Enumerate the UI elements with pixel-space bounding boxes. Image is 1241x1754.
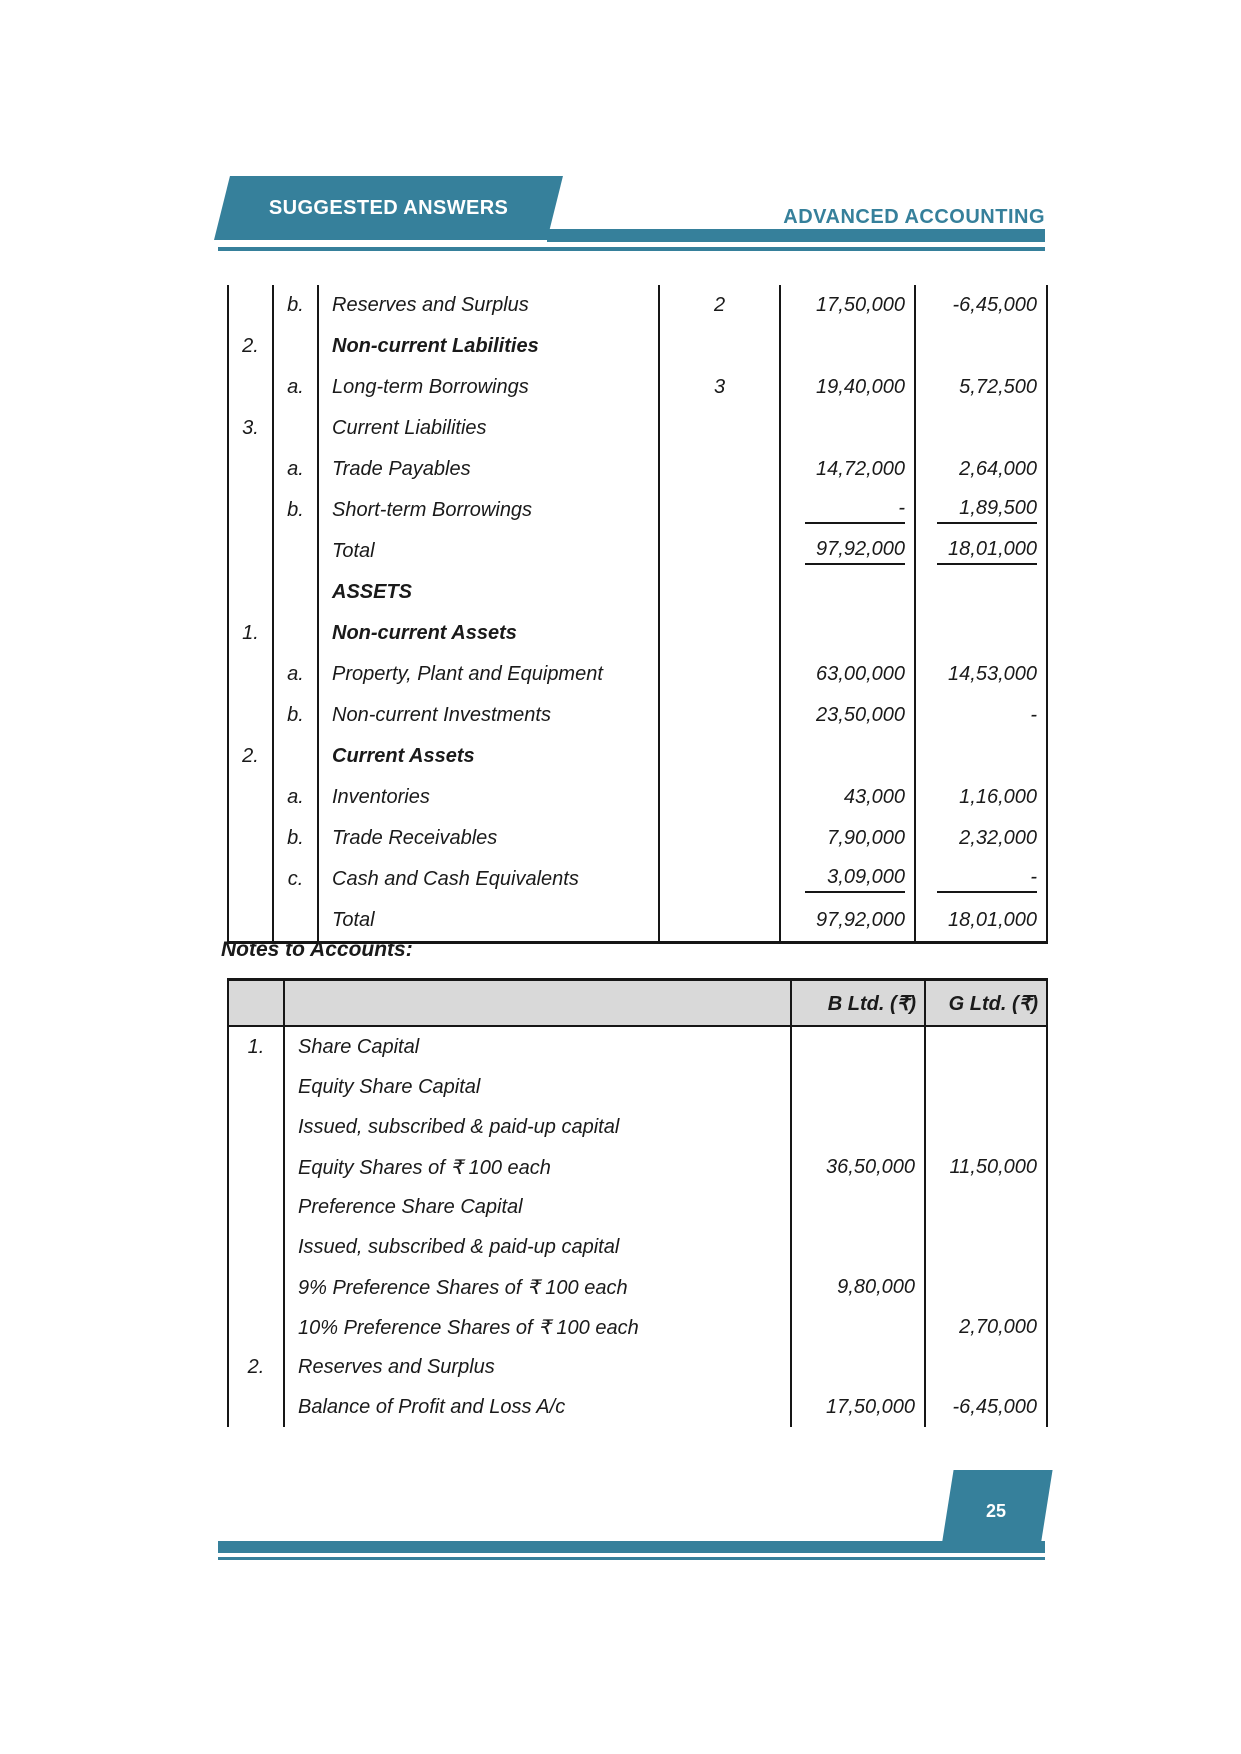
cell-b-ltd-value: 36,50,000 [791, 1147, 925, 1187]
cell-serial [228, 1227, 284, 1267]
notes-row [228, 1147, 1047, 1187]
cell-serial [228, 1067, 284, 1107]
cell-particulars: Reserves and Surplus [318, 285, 659, 326]
cell-b-ltd-value [780, 859, 915, 900]
cell-note-no [659, 859, 780, 900]
cell-note-no [659, 736, 780, 777]
notes-row [228, 1187, 1047, 1227]
cell-g-ltd-value: -6,45,000 [915, 285, 1047, 326]
underlined-amount: - [937, 866, 1037, 893]
balance-sheet-row [228, 818, 1047, 859]
cell-serial: 2. [228, 736, 273, 777]
cell-serial: 1. [228, 613, 273, 654]
cell-g-ltd-value: 5,72,500 [915, 367, 1047, 408]
cell-note-no [659, 490, 780, 531]
cell-sub-serial: a. [273, 654, 318, 695]
cell-particulars: Short-term Borrowings [318, 490, 659, 531]
cell-particulars: Inventories [318, 777, 659, 818]
cell-b-ltd-value: 17,50,000 [780, 285, 915, 326]
cell-g-ltd-value [925, 1067, 1047, 1107]
underlined-amount: 18,01,000 [937, 538, 1037, 565]
cell-particulars: 9% Preference Shares of ₹ 100 each [284, 1267, 791, 1307]
cell-serial [228, 1387, 284, 1427]
page-number: 25 [986, 1501, 1007, 1521]
notes-row [228, 1026, 1047, 1067]
cell-serial: 2. [228, 1347, 284, 1387]
balance-sheet-row [228, 490, 1047, 531]
cell-b-ltd-value: 97,92,000 [780, 900, 915, 943]
underlined-amount: 97,92,000 [805, 538, 905, 565]
cell-serial [228, 818, 273, 859]
cell-g-ltd-value [925, 1227, 1047, 1267]
cell-sub-serial: a. [273, 777, 318, 818]
notes-table [227, 978, 1048, 1427]
cell-particulars: Trade Payables [318, 449, 659, 490]
cell-particulars: Reserves and Surplus [284, 1347, 791, 1387]
cell-sub-serial [273, 736, 318, 777]
cell-b-ltd-value [791, 1067, 925, 1107]
cell-sub-serial: c. [273, 859, 318, 900]
cell-particulars: Long-term Borrowings [318, 367, 659, 408]
cell-g-ltd-value [915, 572, 1047, 613]
notes-row [228, 1227, 1047, 1267]
cell-sub-serial: a. [273, 367, 318, 408]
underlined-amount: - [805, 497, 905, 524]
balance-sheet-row [228, 654, 1047, 695]
balance-sheet-row [228, 900, 1047, 943]
cell-note-no [659, 613, 780, 654]
cell-b-ltd-value: 23,50,000 [780, 695, 915, 736]
cell-particulars: Non-current Investments [318, 695, 659, 736]
cell-serial: 3. [228, 408, 273, 449]
balance-sheet-row [228, 572, 1047, 613]
cell-sub-serial [273, 531, 318, 572]
cell-serial [228, 285, 273, 326]
notes-row [228, 1387, 1047, 1427]
cell-b-ltd-value [780, 490, 915, 531]
cell-b-ltd-value [780, 531, 915, 572]
cell-note-no [659, 695, 780, 736]
cell-b-ltd-value: 7,90,000 [780, 818, 915, 859]
balance-sheet-row [228, 367, 1047, 408]
cell-particulars: Issued, subscribed & paid-up capital [284, 1227, 791, 1267]
cell-g-ltd-value: - [915, 695, 1047, 736]
cell-b-ltd-value: 9,80,000 [791, 1267, 925, 1307]
header-rule-thin [218, 247, 1045, 251]
cell-serial [228, 859, 273, 900]
cell-particulars: Equity Shares of ₹ 100 each [284, 1147, 791, 1187]
cell-note-no [659, 531, 780, 572]
balance-sheet-row [228, 285, 1047, 326]
cell-sub-serial [273, 408, 318, 449]
balance-sheet-row [228, 695, 1047, 736]
cell-g-ltd-value [915, 613, 1047, 654]
cell-g-ltd-value [925, 1107, 1047, 1147]
cell-sub-serial: b. [273, 818, 318, 859]
cell-g-ltd-value [915, 408, 1047, 449]
cell-particulars: Total [318, 531, 659, 572]
cell-b-ltd-value [780, 408, 915, 449]
cell-g-ltd-value: 1,16,000 [915, 777, 1047, 818]
cell-particulars: ASSETS [318, 572, 659, 613]
balance-sheet-row [228, 613, 1047, 654]
cell-g-ltd-value [915, 859, 1047, 900]
cell-b-ltd-value [780, 572, 915, 613]
cell-b-ltd-value [791, 1227, 925, 1267]
cell-g-ltd-value: -6,45,000 [925, 1387, 1047, 1427]
cell-particulars: Non-current Labilities [318, 326, 659, 367]
notes-header-g-ltd: G Ltd. (₹) [925, 980, 1047, 1027]
notes-header-row [228, 980, 1047, 1027]
cell-g-ltd-value: 14,53,000 [915, 654, 1047, 695]
cell-serial [228, 572, 273, 613]
cell-particulars: Trade Receivables [318, 818, 659, 859]
balance-sheet-row [228, 408, 1047, 449]
cell-b-ltd-value: 43,000 [780, 777, 915, 818]
balance-sheet-row [228, 531, 1047, 572]
cell-note-no [659, 900, 780, 943]
banner-label: SUGGESTED ANSWERS [268, 196, 509, 219]
cell-sub-serial [273, 900, 318, 943]
cell-particulars: Total [318, 900, 659, 943]
cell-g-ltd-value: 2,70,000 [925, 1307, 1047, 1347]
cell-g-ltd-value: 2,64,000 [915, 449, 1047, 490]
cell-b-ltd-value [791, 1187, 925, 1227]
cell-note-no: 3 [659, 367, 780, 408]
cell-particulars: Equity Share Capital [284, 1067, 791, 1107]
cell-serial [228, 1107, 284, 1147]
cell-g-ltd-value [915, 736, 1047, 777]
cell-g-ltd-value [925, 1187, 1047, 1227]
cell-sub-serial: b. [273, 490, 318, 531]
cell-note-no [659, 449, 780, 490]
cell-b-ltd-value [791, 1307, 925, 1347]
cell-serial [228, 1267, 284, 1307]
cell-serial [228, 367, 273, 408]
cell-sub-serial: b. [273, 285, 318, 326]
cell-b-ltd-value [780, 326, 915, 367]
cell-serial [228, 531, 273, 572]
cell-particulars: Preference Share Capital [284, 1187, 791, 1227]
cell-b-ltd-value [780, 613, 915, 654]
cell-sub-serial [273, 572, 318, 613]
cell-g-ltd-value [925, 1026, 1047, 1067]
cell-sub-serial: a. [273, 449, 318, 490]
notes-header-empty-sn [228, 980, 284, 1027]
balance-sheet-row [228, 449, 1047, 490]
cell-serial [228, 654, 273, 695]
cell-particulars: Cash and Cash Equivalents [318, 859, 659, 900]
cell-sub-serial: b. [273, 695, 318, 736]
notes-row [228, 1307, 1047, 1347]
document-title: ADVANCED ACCOUNTING [783, 206, 1045, 228]
cell-serial [228, 490, 273, 531]
cell-b-ltd-value [791, 1347, 925, 1387]
cell-serial [228, 1147, 284, 1187]
cell-b-ltd-value [791, 1107, 925, 1147]
cell-serial [228, 695, 273, 736]
notes-header-empty-particulars [284, 980, 791, 1027]
notes-row [228, 1267, 1047, 1307]
balance-sheet-row [228, 736, 1047, 777]
cell-note-no [659, 818, 780, 859]
underlined-amount: 1,89,500 [937, 497, 1037, 524]
suggested-answers-banner [214, 176, 563, 240]
cell-note-no: 2 [659, 285, 780, 326]
cell-g-ltd-value: 2,32,000 [915, 818, 1047, 859]
cell-serial [228, 1187, 284, 1227]
header-rule-thick [547, 229, 1045, 242]
notes-heading: Notes to Accounts: [221, 938, 413, 961]
cell-particulars: 10% Preference Shares of ₹ 100 each [284, 1307, 791, 1347]
balance-sheet-row [228, 326, 1047, 367]
cell-note-no [659, 326, 780, 367]
cell-note-no [659, 408, 780, 449]
cell-particulars: Current Assets [318, 736, 659, 777]
cell-b-ltd-value: 19,40,000 [780, 367, 915, 408]
cell-note-no [659, 572, 780, 613]
cell-g-ltd-value [925, 1267, 1047, 1307]
cell-sub-serial [273, 613, 318, 654]
cell-particulars: Balance of Profit and Loss A/c [284, 1387, 791, 1427]
balance-sheet-row [228, 859, 1047, 900]
notes-row [228, 1067, 1047, 1107]
notes-row [228, 1107, 1047, 1147]
cell-b-ltd-value [791, 1026, 925, 1067]
notes-row [228, 1347, 1047, 1387]
cell-serial [228, 1307, 284, 1347]
cell-particulars: Share Capital [284, 1026, 791, 1067]
cell-serial [228, 449, 273, 490]
cell-sub-serial [273, 326, 318, 367]
cell-g-ltd-value [925, 1347, 1047, 1387]
cell-b-ltd-value: 63,00,000 [780, 654, 915, 695]
notes-header-b-ltd: B Ltd. (₹) [791, 980, 925, 1027]
cell-serial [228, 777, 273, 818]
balance-sheet-row [228, 777, 1047, 818]
cell-serial: 2. [228, 326, 273, 367]
cell-particulars: Issued, subscribed & paid-up capital [284, 1107, 791, 1147]
footer-rule-thin [218, 1557, 1045, 1560]
cell-serial [228, 900, 273, 943]
cell-g-ltd-value [915, 490, 1047, 531]
cell-particulars: Property, Plant and Equipment [318, 654, 659, 695]
cell-note-no [659, 777, 780, 818]
cell-g-ltd-value: 18,01,000 [915, 900, 1047, 943]
cell-b-ltd-value: 17,50,000 [791, 1387, 925, 1427]
cell-particulars: Current Liabilities [318, 408, 659, 449]
cell-g-ltd-value: 11,50,000 [925, 1147, 1047, 1187]
footer-rule-thick [218, 1541, 1045, 1553]
balance-sheet-table [227, 285, 1048, 944]
cell-b-ltd-value: 14,72,000 [780, 449, 915, 490]
cell-note-no [659, 654, 780, 695]
cell-g-ltd-value [915, 326, 1047, 367]
cell-particulars: Non-current Assets [318, 613, 659, 654]
cell-g-ltd-value [915, 531, 1047, 572]
cell-b-ltd-value [780, 736, 915, 777]
cell-serial: 1. [228, 1026, 284, 1067]
underlined-amount: 3,09,000 [805, 866, 905, 893]
